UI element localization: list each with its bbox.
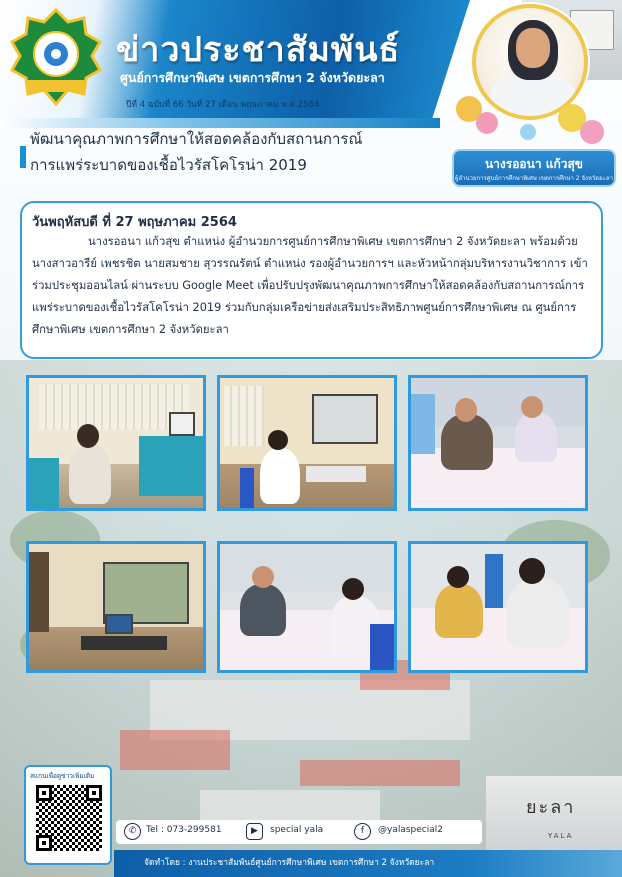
article-headline [30,126,450,178]
facebook-page[interactable]: @yalaspecial2 [378,825,443,835]
footer-credit: จัดทำโดย : งานประชาสัมพันธ์ศูนย์การศึกษาพิเศษ เขตการศึกษา 2 จังหวัดยะลา [144,858,435,868]
director-portrait [450,0,622,150]
meeting-photo-4 [26,541,206,673]
qr-code-card[interactable] [24,765,112,865]
youtube-icon: ▶ [246,823,263,840]
article-body-box [20,201,603,359]
director-name-badge [452,149,616,187]
city-name-thai: ยะลา [526,797,576,818]
headline-line-2: การแพร่ระบาดของเชื้อไวรัสโคโรน่า 2019 [30,156,307,174]
qr-label: สแกนเพื่อดูข่าวเพิ่มเติม [30,772,95,780]
school-emblem-icon [8,8,104,108]
meeting-photo-3 [408,375,588,511]
facebook-icon: f [354,823,371,840]
headline-line-1: พัฒนาคุณภาพการศึกษาให้สอดคล้องกับสถานการณ์ [30,130,363,148]
article-date: วันพฤหัสบดี ที่ 27 พฤษภาคม 2564 [32,215,237,230]
youtube-channel[interactable]: special yala [270,825,324,835]
meeting-photo-6 [408,541,588,673]
yala-city-sign [486,776,622,850]
organization-name: ศูนย์การศึกษาพิเศษ เขตการศึกษา 2 จังหวัดยะลา [120,70,385,85]
meeting-photo-1 [26,375,206,511]
phone-number[interactable]: Tel : 073-299581 [146,825,222,835]
contact-bar [116,820,482,844]
issue-line: ปีที่ 4 ฉบับที่ 66 วันที่ 27 เดือน พฤษภาคม พ.ศ.2564 [126,100,320,110]
newsletter-title: ข่าวประชาสัมพันธ์ [116,31,401,69]
meeting-photo-2 [217,375,397,511]
headline-accent [20,146,26,168]
meeting-photo-5 [217,541,397,673]
city-name-english: YALA [548,832,574,840]
article-body: นางรออนา แก้วสุข ตำแหน่ง ผู้อำนวยการศูนย์การศึกษาพิเศษ เขตการศึกษา 2 จังหวัดยะลา พร้อมด้วย นางสาวอารีย์ เพชรชิต นายสมชาย สุวรรณรัตน์ ตำแหน่ง รองผู้อำนวยการฯ และหัวหน้ากลุ่มบริหารงานวิชาการ เข้าร่วมประชุมออนไลน์ ผ่านระบบ Google Meet เพื่อปรับปรุงพัฒนาคุณภาพการศึกษาให้สอดคล้องกับสถานการณ์การแพร่ระบาดของเชื้อไวรัสโคโรน่า 2019 ร่วมกับกลุ่มเครือข่ายส่งเสริมประสิทธิภาพศูนย์การศึกษาพิเศษ ณ ศูนย์การศึกษาพิเศษ เขตการศึกษา 2 จังหวัดยะลา [32,235,588,336]
director-role: ผู้อำนวยการศูนย์การศึกษาพิเศษ เขตการศึกษา 2 จังหวัดยะลา [455,175,613,182]
footer-credit-band [114,850,622,877]
director-name: นางรออนา แก้วสุข [484,157,584,171]
phone-icon: ✆ [124,823,141,840]
